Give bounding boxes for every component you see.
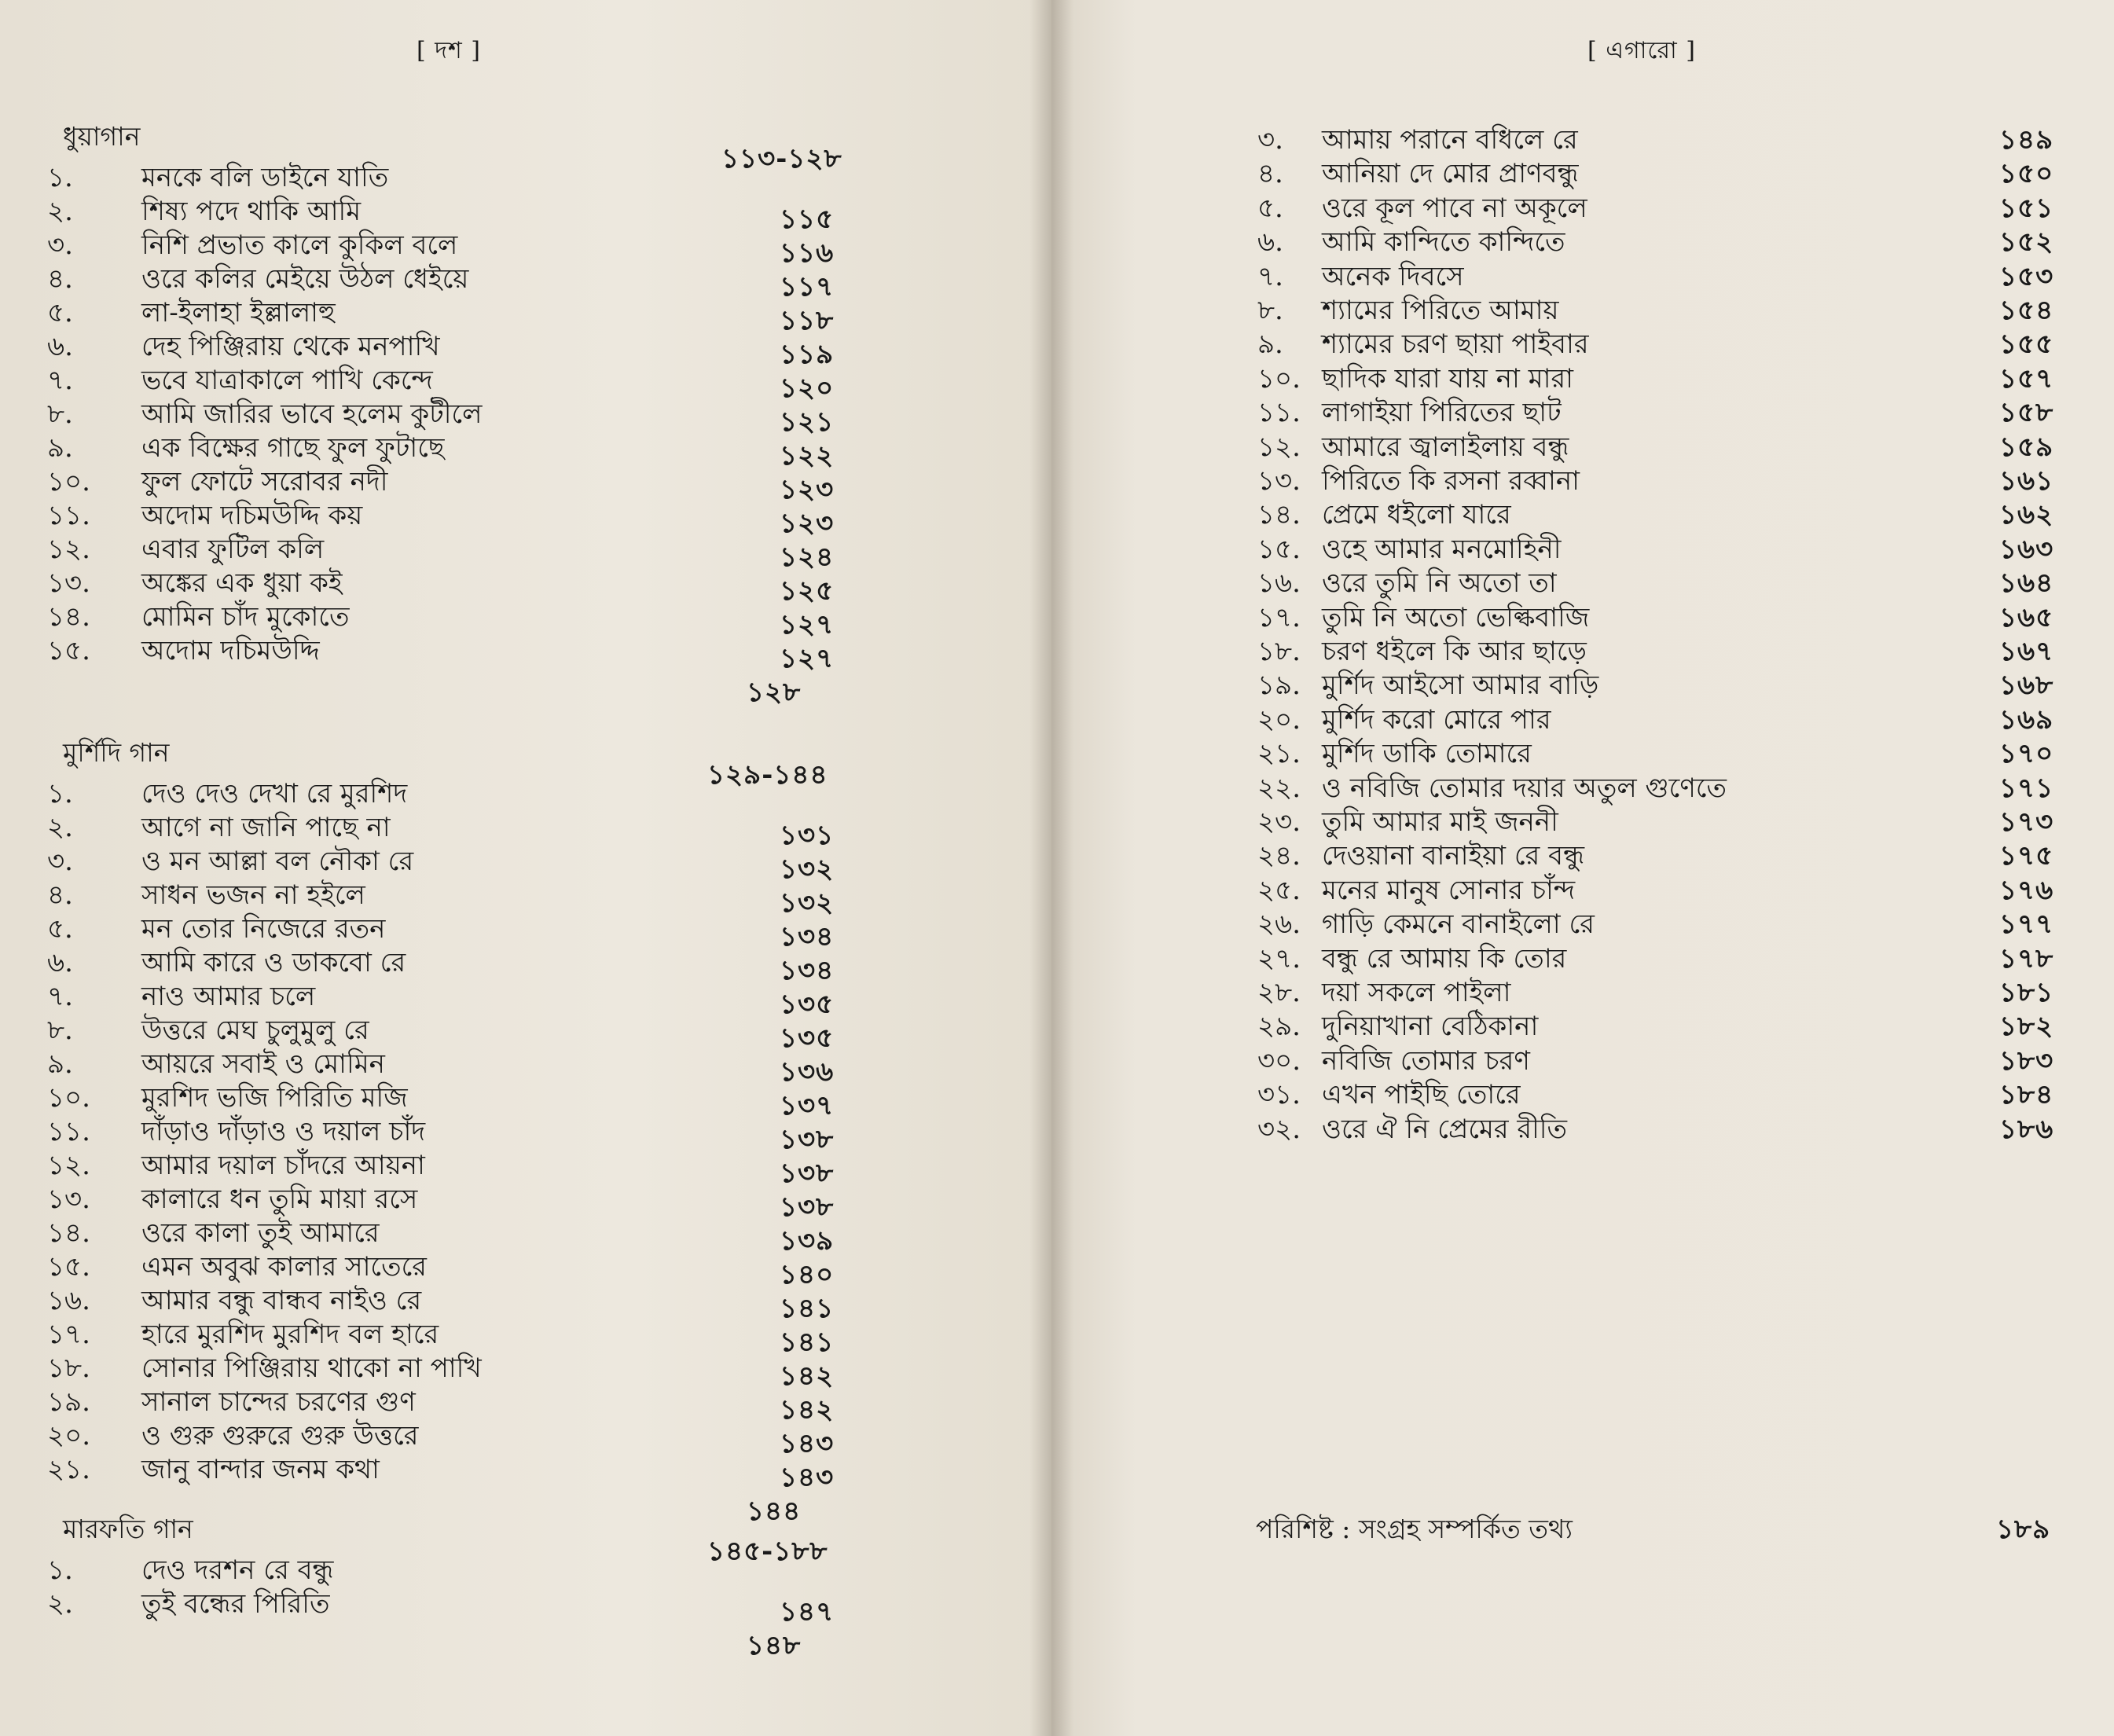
toc-entry xyxy=(47,942,864,986)
entry-number: ১১. xyxy=(47,500,90,531)
entry-number: ৮. xyxy=(1257,295,1283,326)
entry-number: ২৪. xyxy=(1257,840,1301,872)
entry-title: সোনার পিঞ্জিরায় থাকো না পাখি xyxy=(141,1352,482,1384)
entry-title: তুমি নি অতো ভেল্কিবাজি xyxy=(1322,601,1590,633)
entry-page-number: ১২২ xyxy=(780,440,835,472)
entry-number: ৩. xyxy=(47,846,73,877)
entry-title: শ্যামের পিরিতে আমায় xyxy=(1322,295,1559,326)
entry-page-number: ১৩৫ xyxy=(780,1022,835,1054)
entry-number: ৩. xyxy=(1257,124,1283,156)
entry-page-number: ১১৯ xyxy=(780,339,835,370)
entry-number: ৬. xyxy=(47,331,73,362)
toc-entry xyxy=(1257,153,2090,189)
toc-entry xyxy=(47,157,864,193)
entry-number: ১৯. xyxy=(1257,670,1301,702)
entry-title: মুর্শিদ করো মোরে পার xyxy=(1322,703,1551,736)
entry-number: ১৭. xyxy=(1257,601,1301,633)
entry-number: ১১. xyxy=(1257,397,1301,429)
toc-entry xyxy=(47,1415,864,1459)
entry-title: মুর্শিদ আইসো আমার বাড়ি xyxy=(1322,670,1599,702)
entry-title: এখন পাইছি তোরে xyxy=(1322,1079,1521,1111)
entry-title: হারে মুরশিদ মুরশিদ বল হারে xyxy=(141,1319,439,1350)
toc-entry xyxy=(1257,699,2090,736)
entry-title: তুই বন্ধের পিরিতি xyxy=(141,1588,330,1620)
entry-title: আমার বন্ধু বান্ধব নাইও রে xyxy=(141,1285,422,1316)
entry-page-number: ১৩৮ xyxy=(780,1158,835,1189)
entry-number: ৫. xyxy=(47,297,73,328)
entry-number: ১০. xyxy=(47,1082,90,1114)
entry-number: ৫. xyxy=(47,913,73,945)
toc-entry xyxy=(47,1382,864,1426)
toc-entry xyxy=(47,1280,864,1324)
entry-title: এমন অবুঝ কালার সাতেরে xyxy=(141,1251,427,1283)
entry-title: ওরে কূল পাবে না অকূলে xyxy=(1322,192,1587,224)
entry-page-number: ১৬৯ xyxy=(1999,703,2054,736)
entry-number: ২১. xyxy=(47,1454,90,1485)
toc-entry xyxy=(1257,290,2090,326)
toc-entry xyxy=(47,908,864,952)
entry-page-number: ১৪৩ xyxy=(780,1462,835,1493)
section-heading: ধুয়াগান xyxy=(63,121,141,152)
toc-entry xyxy=(1257,631,2090,667)
toc-entry xyxy=(47,807,864,851)
entry-title: প্রেমে ধইলো যারে xyxy=(1322,499,1511,531)
entry-number: ১৯. xyxy=(47,1386,90,1418)
entry-number: ২৮. xyxy=(1257,977,1301,1008)
entry-page-number: ১৪৯ xyxy=(1999,124,2054,156)
toc-entry xyxy=(47,1179,864,1223)
trailing-page-number: ১৪৪ xyxy=(747,1496,802,1527)
entry-page-number: ১৫১ xyxy=(1999,192,2054,224)
entry-number: ৭. xyxy=(47,981,73,1012)
appendix-label: পরিশিষ্ট : সংগ্রহ সম্পর্কিত তথ্য xyxy=(1256,1514,1573,1544)
toc-entry xyxy=(1257,188,2090,224)
toc-entry xyxy=(1257,358,2090,395)
entry-number: ৯. xyxy=(1257,328,1283,361)
entry-page-number: ১১৮ xyxy=(780,305,835,336)
entry-page-number: ১৩১ xyxy=(780,820,835,851)
entry-number: ১৩. xyxy=(47,1184,90,1215)
toc-entry xyxy=(47,1044,864,1088)
entry-page-number: ১৪৩ xyxy=(780,1428,835,1459)
entry-page-number: ১২৩ xyxy=(780,508,835,539)
entry-title: মন তোর নিজেরে রতন xyxy=(141,913,386,945)
entry-title: দয়া সকলে পাইলা xyxy=(1322,977,1511,1008)
entry-title: আগে না জানি পাছে না xyxy=(141,812,391,843)
entry-title: সানাল চান্দের চরণের গুণ xyxy=(141,1386,416,1418)
entry-number: ৩১. xyxy=(1257,1079,1301,1111)
entry-page-number: ১৮৪ xyxy=(1999,1079,2054,1111)
toc-entry xyxy=(47,461,864,505)
toc-entry xyxy=(47,1010,864,1054)
toc-entry xyxy=(47,1145,864,1189)
entry-title: আয়রে সবাই ও মোমিন xyxy=(141,1048,385,1080)
trailing-page-number: ১২৮ xyxy=(747,677,802,708)
toc-entry xyxy=(1257,324,2090,360)
entry-title: অঙ্কের এক ধুয়া কই xyxy=(141,567,343,599)
toc-entry xyxy=(47,191,864,235)
entry-page-number: ১৮৬ xyxy=(1999,1113,2054,1145)
entry-title: আনিয়া দে মোর প্রাণবন্ধু xyxy=(1322,158,1579,190)
toc-entry xyxy=(1257,733,2090,769)
entry-page-number: ১৮২ xyxy=(1999,1011,2054,1043)
entry-page-number: ১৩২ xyxy=(780,887,835,919)
entry-title: নাও আমার চলে xyxy=(141,981,316,1012)
entry-page-number: ১২৫ xyxy=(780,575,835,607)
entry-number: ৪. xyxy=(1257,158,1283,190)
toc-entry xyxy=(1257,1109,2090,1145)
toc-entry xyxy=(1257,597,2090,633)
entry-page-number: ১৪৭ xyxy=(780,1596,835,1628)
toc-entry xyxy=(47,976,864,1020)
toc-entry xyxy=(47,529,864,573)
entry-page-number: ১৪১ xyxy=(780,1327,835,1358)
entry-title: কালারে ধন তুমি মায়া রসে xyxy=(141,1184,418,1215)
entry-title: দেও দরশন রে বন্ধু xyxy=(141,1554,334,1586)
toc-entry xyxy=(47,1449,864,1493)
entry-page-number: ১৩৭ xyxy=(780,1090,835,1121)
entry-page-number: ১৩৬ xyxy=(780,1056,835,1088)
entry-title: আমি জারির ভাবে হলেম কুটীলে xyxy=(141,398,483,430)
toc-entry xyxy=(1257,119,2090,156)
toc-entry xyxy=(1257,938,2090,974)
entry-page-number: ১২০ xyxy=(780,373,835,404)
entry-title: লা-ইলাহা ইল্লালাহু xyxy=(141,297,336,328)
toc-entry xyxy=(47,225,864,269)
toc-entry xyxy=(47,875,864,919)
entry-page-number: ১৭০ xyxy=(1999,738,2054,770)
entry-page-number: ১২৭ xyxy=(780,643,835,674)
entry-title: পিরিতে কি রসনা রব্বানা xyxy=(1322,465,1580,497)
toc-entry xyxy=(47,1550,864,1586)
entry-number: ৫. xyxy=(1257,192,1283,224)
entry-number: ২০. xyxy=(47,1420,91,1452)
entry-number: ২. xyxy=(47,812,73,843)
entry-page-number: ১২৭ xyxy=(780,609,835,640)
trailing-page-number: ১৪৮ xyxy=(747,1630,802,1661)
entry-title: দুনিয়াখানা বেঠিকানা xyxy=(1322,1011,1539,1043)
entry-page-number: ১৭৫ xyxy=(1999,840,2054,872)
entry-page-number: ১৪১ xyxy=(780,1293,835,1324)
toc-entry xyxy=(1257,1006,2090,1042)
entry-number: ৯. xyxy=(47,1048,73,1080)
entry-number: ১. xyxy=(47,162,73,193)
entry-page-number: ১৫০ xyxy=(1999,158,2054,190)
entry-number: ৮. xyxy=(47,398,73,430)
entry-number: ১৪. xyxy=(47,1217,90,1249)
toc-entry xyxy=(47,1111,864,1155)
entry-page-number: ১৭৭ xyxy=(1999,908,2054,941)
book-gutter xyxy=(1029,0,1074,1736)
toc-entry xyxy=(47,563,864,607)
toc-entry xyxy=(47,394,864,438)
entry-number: ৩০. xyxy=(1257,1044,1301,1077)
toc-entry xyxy=(1257,768,2090,804)
toc-entry xyxy=(47,292,864,336)
entry-page-number: ১৮১ xyxy=(1999,977,2054,1008)
entry-number: ২৫. xyxy=(1257,874,1301,906)
toc-entry xyxy=(1257,972,2090,1008)
entry-page-number: ১৬৪ xyxy=(1999,567,2054,600)
entry-title: মোমিন চাঁদ মুকোতে xyxy=(141,601,350,633)
entry-page-number: ১৭৩ xyxy=(1999,806,2054,838)
toc-entry xyxy=(1257,494,2090,530)
entry-number: ১৩. xyxy=(1257,465,1301,497)
section-heading: মারফতি গান xyxy=(63,1514,193,1544)
entry-title: আমার দয়াল চাঁদরে আয়না xyxy=(141,1150,425,1181)
entry-page-number: ১৩৫ xyxy=(780,989,835,1020)
toc-entry xyxy=(47,596,864,640)
entry-title: দেহ পিঞ্জিরায় থেকে মনপাখি xyxy=(141,331,440,362)
entry-page-number: ১৪০ xyxy=(780,1259,835,1290)
toc-entry xyxy=(47,773,864,809)
section-page-range: ১১৩-১২৮ xyxy=(721,143,842,174)
entry-number: ২০. xyxy=(1257,703,1301,736)
entry-page-number: ১২৪ xyxy=(780,541,835,573)
toc-entry xyxy=(1257,1074,2090,1110)
entry-number: ১৩. xyxy=(47,567,90,599)
entry-number: ২৬. xyxy=(1257,908,1301,941)
entry-page-number: ১৪২ xyxy=(780,1360,835,1392)
entry-page-number: ১২৩ xyxy=(780,474,835,505)
toc-entry xyxy=(47,259,864,303)
toc-entry xyxy=(1257,529,2090,565)
entry-page-number: ১৭৮ xyxy=(1999,942,2054,974)
entry-page-number: ১৬৫ xyxy=(1999,601,2054,633)
entry-page-number: ১৬৮ xyxy=(1999,670,2054,702)
entry-number: ৭. xyxy=(47,365,73,396)
entry-title: এবার ফুটিল কলি xyxy=(141,534,325,565)
toc-entry xyxy=(47,495,864,539)
entry-title: নবিজি তোমার চরণ xyxy=(1322,1044,1530,1077)
entry-title: আমারে জ্বালাইলায় বন্ধু xyxy=(1322,431,1569,463)
entry-page-number: ১৫৫ xyxy=(1999,328,2054,361)
entry-number: ১৫. xyxy=(1257,533,1301,565)
toc-entry xyxy=(47,1348,864,1392)
entry-number: ২৯. xyxy=(1257,1011,1301,1043)
entry-number: ১২. xyxy=(1257,431,1301,463)
appendix-page-number: ১৮৯ xyxy=(1996,1514,2051,1545)
toc-entry xyxy=(1257,665,2090,701)
toc-entry xyxy=(1257,835,2090,872)
entry-title: আমায় পরানে বধিলে রে xyxy=(1322,124,1578,156)
entry-page-number: ১৭১ xyxy=(1999,772,2054,804)
entry-title: ওরে কলির মেইয়ে উঠল ধেইয়ে xyxy=(141,263,469,295)
toc-entry xyxy=(1257,1040,2090,1077)
entry-number: ৩. xyxy=(47,229,73,261)
toc-entry xyxy=(1257,461,2090,497)
entry-title: ওরে কালা তুই আমারে xyxy=(141,1217,380,1249)
toc-entry xyxy=(47,326,864,370)
entry-number: ১৬. xyxy=(1257,567,1301,600)
entry-title: ওহে আমার মনমোহিনী xyxy=(1322,533,1562,565)
entry-page-number: ১১৫ xyxy=(780,204,835,235)
entry-page-number: ১৬৭ xyxy=(1999,636,2054,667)
entry-number: ১৪. xyxy=(1257,499,1301,531)
toc-entry xyxy=(1257,904,2090,940)
entry-number: ১. xyxy=(47,778,73,809)
entry-number: ১৮. xyxy=(47,1352,90,1384)
entry-title: অদোম দচিমউদ্দি xyxy=(141,635,320,666)
entry-title: ফুল ফোটে সরোবর নদী xyxy=(141,466,388,497)
toc-entry xyxy=(1257,870,2090,906)
entry-number: ২১. xyxy=(1257,738,1301,770)
entry-title: ও মন আল্লা বল নৌকা রে xyxy=(141,846,414,877)
toc-entry xyxy=(47,1246,864,1290)
entry-title: দেওয়ানা বানাইয়া রে বন্ধু xyxy=(1322,840,1585,872)
entry-title: তুমি আমার মাই জননী xyxy=(1322,806,1558,838)
entry-title: শ্যামের চরণ ছায়া পাইবার xyxy=(1322,328,1589,361)
entry-number: ১০. xyxy=(47,466,90,497)
entry-title: ছাদিক যারা যায় না মারা xyxy=(1322,362,1574,395)
entry-number: ৭. xyxy=(1257,260,1283,292)
entry-number: ৪. xyxy=(47,879,73,911)
entry-number: ১২. xyxy=(47,534,90,565)
entry-number: ২৩. xyxy=(1257,806,1301,838)
entry-page-number: ১৩২ xyxy=(780,853,835,885)
entry-title: উত্তরে মেঘ চুলুমুলু রে xyxy=(141,1015,369,1046)
entry-title: ও গুরু গুরুরে গুরু উত্তরে xyxy=(141,1420,419,1452)
left-page-header: [ দশ ] xyxy=(417,37,481,64)
section-page-range: ১২৯-১৪৪ xyxy=(707,759,828,791)
entry-title: সাধন ভজন না হইলে xyxy=(141,879,365,911)
entry-page-number: ১৫৪ xyxy=(1999,295,2054,326)
entry-page-number: ১৫৮ xyxy=(1999,397,2054,429)
toc-entry xyxy=(1257,563,2090,599)
entry-number: ১. xyxy=(47,1554,73,1586)
entry-page-number: ১২১ xyxy=(780,406,835,438)
entry-number: ৯. xyxy=(47,432,73,464)
entry-title: শিষ্য পদে থাকি আমি xyxy=(141,196,362,227)
entry-number: ১৬. xyxy=(47,1285,90,1316)
entry-title: নিশি প্রভাত কালে কুকিল বলে xyxy=(141,229,458,261)
entry-number: ২. xyxy=(47,1588,73,1620)
entry-number: ২২. xyxy=(1257,772,1301,804)
entry-title: বন্ধু রে আমায় কি তোর xyxy=(1322,942,1567,974)
entry-number: ৬. xyxy=(47,947,73,978)
entry-number: ১৫. xyxy=(47,1251,90,1283)
entry-number: ১৭. xyxy=(47,1319,90,1350)
entry-page-number: ১৫৩ xyxy=(1999,260,2054,292)
entry-number: ৪. xyxy=(47,263,73,295)
toc-entry xyxy=(47,1584,864,1628)
right-page-header: [ এগারো ] xyxy=(1587,37,1696,64)
toc-entry xyxy=(47,428,864,472)
entry-title: আমি কারে ও ডাকবো রে xyxy=(141,947,406,978)
entry-page-number: ১৬১ xyxy=(1999,465,2054,497)
entry-title: ওরে ঐ নি প্রেমের রীতি xyxy=(1322,1113,1568,1145)
entry-title: মনের মানুষ সোনার চাঁন্দ xyxy=(1322,874,1576,906)
entry-number: ৩২. xyxy=(1257,1113,1301,1145)
entry-title: ও নবিজি তোমার দয়ার অতুল গুণেতে xyxy=(1322,772,1727,804)
toc-entry xyxy=(1257,256,2090,292)
entry-title: মনকে বলি ডাইনে যাতি xyxy=(141,162,389,193)
entry-page-number: ১৩৪ xyxy=(780,955,835,986)
toc-entry xyxy=(47,841,864,885)
entry-number: ১৫. xyxy=(47,635,90,666)
entry-number: ৬. xyxy=(1257,226,1283,259)
entry-title: অনেক দিবসে xyxy=(1322,260,1464,292)
entry-title: মুর্শিদ ডাকি তোমারে xyxy=(1322,738,1532,770)
entry-page-number: ১৭৬ xyxy=(1999,874,2054,906)
entry-number: ১৪. xyxy=(47,601,90,633)
entry-page-number: ১৬৩ xyxy=(1999,533,2054,565)
entry-page-number: ১৩৮ xyxy=(780,1124,835,1155)
entry-page-number: ১৩৮ xyxy=(780,1191,835,1223)
entry-page-number: ১৫৯ xyxy=(1999,431,2054,463)
entry-title: ভবে যাত্রাকালে পাখি কেন্দে xyxy=(141,365,433,396)
entry-title: এক বিক্ষের গাছে ফুল ফুটাছে xyxy=(141,432,445,464)
entry-page-number: ১৫৭ xyxy=(1999,362,2054,395)
toc-entry xyxy=(1257,392,2090,428)
entry-page-number: ১৩৯ xyxy=(780,1225,835,1257)
entry-title: লাগাইয়া পিরিতের ছাট xyxy=(1322,397,1562,429)
entry-title: অদোম দচিমউদ্দি কয় xyxy=(141,500,363,531)
entry-number: ৮. xyxy=(47,1015,73,1046)
toc-entry xyxy=(47,630,864,674)
entry-number: ১১. xyxy=(47,1116,90,1147)
toc-entry xyxy=(47,360,864,404)
entry-title: চরণ ধইলে কি আর ছাড়ে xyxy=(1322,636,1587,667)
toc-entry xyxy=(1257,802,2090,838)
section-heading: মুর্শিদি গান xyxy=(63,737,170,768)
toc-entry xyxy=(47,1213,864,1257)
entry-title: আমি কান্দিতে কান্দিতে xyxy=(1322,226,1565,259)
entry-title: জানু বান্দার জনম কথা xyxy=(141,1454,380,1485)
toc-entry xyxy=(1257,427,2090,463)
entry-page-number: ১১৭ xyxy=(780,271,835,303)
toc-entry xyxy=(1257,222,2090,258)
entry-page-number: ১৬২ xyxy=(1999,499,2054,531)
entry-page-number: ১৫২ xyxy=(1999,226,2054,259)
entry-number: ১২. xyxy=(47,1150,90,1181)
entry-number: ২. xyxy=(47,196,73,227)
entry-title: ওরে তুমি নি অতো তা xyxy=(1322,567,1557,600)
entry-page-number: ১৩৪ xyxy=(780,921,835,952)
entry-page-number: ১৪২ xyxy=(780,1394,835,1426)
entry-title: মুরশিদ ভজি পিরিতি মজি xyxy=(141,1082,408,1114)
entry-title: দাঁড়াও দাঁড়াও ও দয়াল চাঁদ xyxy=(141,1116,426,1147)
entry-page-number: ১১৬ xyxy=(780,237,835,269)
section-page-range: ১৪৫-১৮৮ xyxy=(707,1536,828,1567)
entry-number: ১০. xyxy=(1257,362,1301,395)
entry-title: গাড়ি কেমনে বানাইলো রে xyxy=(1322,908,1595,941)
entry-page-number: ১৮৩ xyxy=(1999,1044,2054,1077)
entry-title: দেও দেও দেখা রে মুরশিদ xyxy=(141,778,408,809)
toc-entry xyxy=(47,1314,864,1358)
entry-number: ২৭. xyxy=(1257,942,1301,974)
toc-entry xyxy=(47,1077,864,1121)
entry-number: ১৮. xyxy=(1257,636,1301,667)
